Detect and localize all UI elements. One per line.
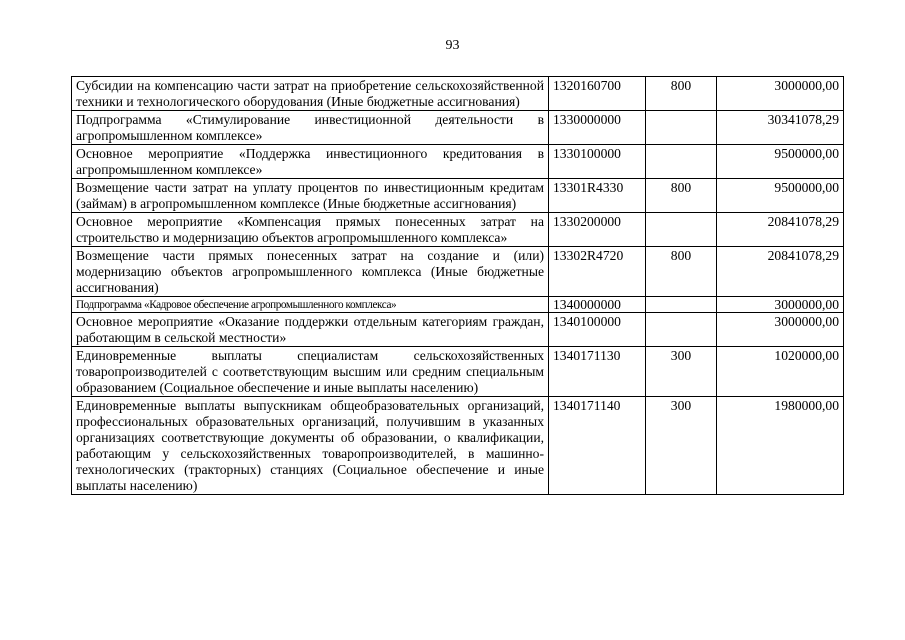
- table-row: [72, 397, 844, 495]
- table-row: [72, 297, 844, 313]
- row-name: Основное мероприятие «Компенсация прямых понесенных затрат на строительство и модернизацию объектов агропромышленного комплекса»: [72, 213, 549, 247]
- budget-table: [71, 76, 844, 495]
- row-code: 1330200000: [549, 213, 646, 247]
- table-row: [72, 313, 844, 347]
- table-row: [72, 77, 844, 111]
- row-expense-type: [646, 145, 717, 179]
- row-code: 1330100000: [549, 145, 646, 179]
- row-code: 1340100000: [549, 313, 646, 347]
- row-name: Подпрограмма «Кадровое обеспечение агропромышленного комплекса»: [72, 297, 549, 313]
- row-expense-type: 800: [646, 77, 717, 111]
- row-amount: 1020000,00: [717, 347, 844, 397]
- row-code: 1340000000: [549, 297, 646, 313]
- row-expense-type: 300: [646, 347, 717, 397]
- row-name: Единовременные выплаты выпускникам общеобразовательных организаций, профессиональных образовательных организаций, получившим в указанных организациях соответствующие документы об образовании, о квалификации, работающим у сельскохозяйственных товаропроизводителей, в машинно-технологических (тракторных) станциях (Социальное обеспечение и иные выплаты населению): [72, 397, 549, 495]
- table-row: [72, 179, 844, 213]
- row-expense-type: [646, 297, 717, 313]
- row-amount: 3000000,00: [717, 77, 844, 111]
- row-amount: 20841078,29: [717, 247, 844, 297]
- row-expense-type: 800: [646, 179, 717, 213]
- row-expense-type: [646, 213, 717, 247]
- row-expense-type: 800: [646, 247, 717, 297]
- row-name: Подпрограмма «Стимулирование инвестиционной деятельности в агропромышленном комплексе»: [72, 111, 549, 145]
- row-amount: 20841078,29: [717, 213, 844, 247]
- row-name: Субсидии на компенсацию части затрат на приобретение сельскохозяйственной техники и технологического оборудования (Иные бюджетные ассигнования): [72, 77, 549, 111]
- row-name: Основное мероприятие «Поддержка инвестиционного кредитования в агропромышленном комплексе»: [72, 145, 549, 179]
- row-name: Основное мероприятие «Оказание поддержки отдельным категориям граждан, работающим в сельской местности»: [72, 313, 549, 347]
- row-amount: 30341078,29: [717, 111, 844, 145]
- row-expense-type: [646, 111, 717, 145]
- row-code: 1320160700: [549, 77, 646, 111]
- row-code: 1340171140: [549, 397, 646, 495]
- table-row: [72, 213, 844, 247]
- row-name: Возмещение части затрат на уплату процентов по инвестиционным кредитам (займам) в агропромышленном комплексе (Иные бюджетные ассигнования): [72, 179, 549, 213]
- table-row: [72, 247, 844, 297]
- row-name: Единовременные выплаты специалистам сельскохозяйственных товаропроизводителей с соответствующим высшим или средним специальным образованием (Социальное обеспечение и иные выплаты населению): [72, 347, 549, 397]
- row-amount: 3000000,00: [717, 313, 844, 347]
- row-code: 1330000000: [549, 111, 646, 145]
- row-expense-type: 300: [646, 397, 717, 495]
- row-amount: 3000000,00: [717, 297, 844, 313]
- row-code: 13302R4720: [549, 247, 646, 297]
- row-code: 1340171130: [549, 347, 646, 397]
- table-row: [72, 111, 844, 145]
- row-expense-type: [646, 313, 717, 347]
- row-amount: 9500000,00: [717, 179, 844, 213]
- table-row: [72, 347, 844, 397]
- table-row: [72, 145, 844, 179]
- page-number: 93: [445, 38, 460, 53]
- row-amount: 1980000,00: [717, 397, 844, 495]
- row-code: 13301R4330: [549, 179, 646, 213]
- row-amount: 9500000,00: [717, 145, 844, 179]
- row-name: Возмещение части прямых понесенных затрат на создание и (или) модернизацию объектов агропромышленного комплекса (Иные бюджетные ассигнования): [72, 247, 549, 297]
